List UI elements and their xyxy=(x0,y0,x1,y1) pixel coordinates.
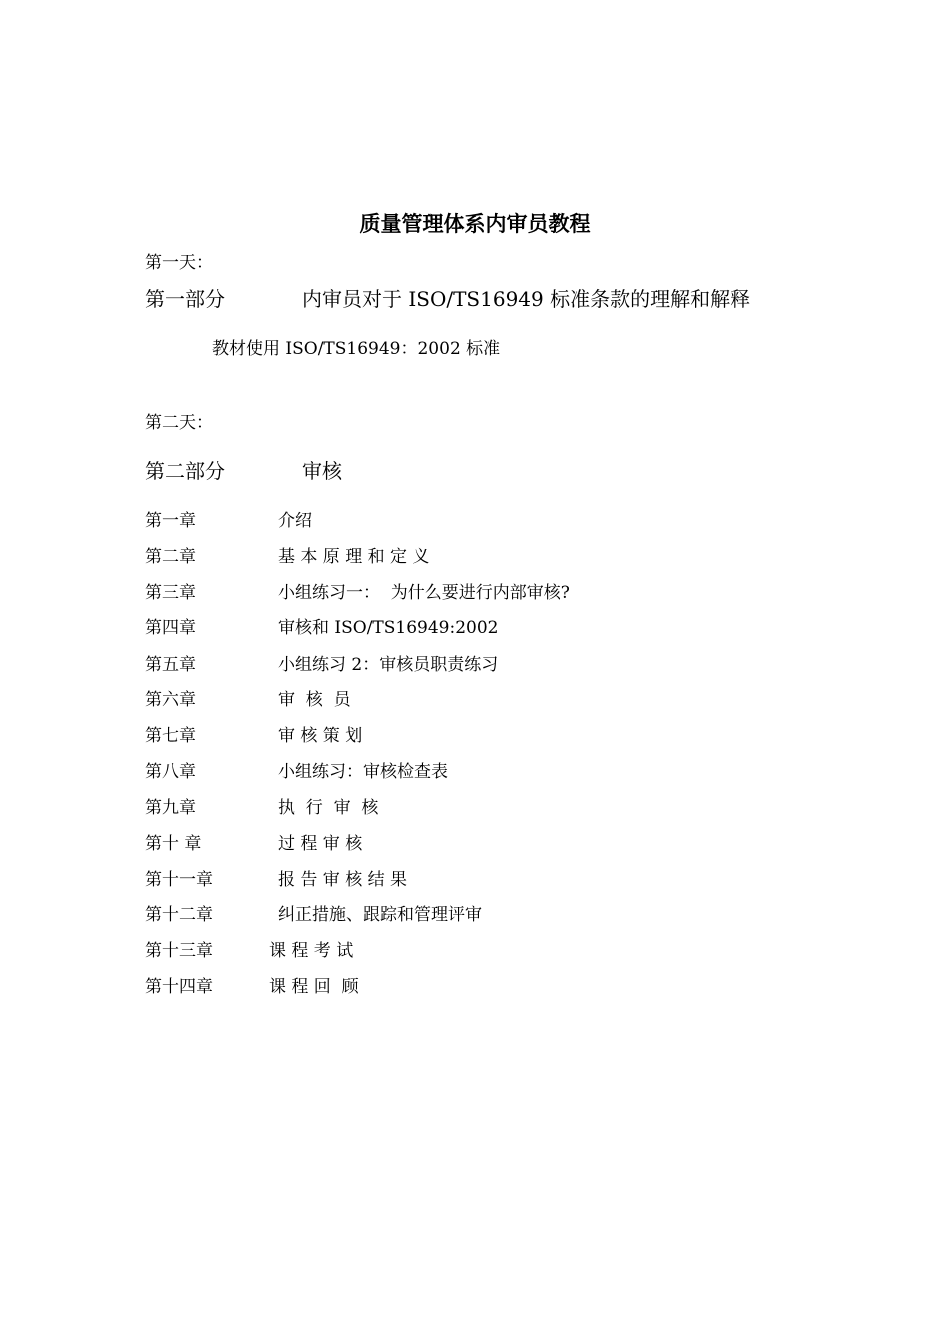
part1-material: 教材使用 ISO/TS16949：2002 标准 xyxy=(212,339,501,359)
chapter-number: 第十 章 xyxy=(145,834,202,854)
part2-label: 第二部分 xyxy=(145,459,225,483)
chapter-title: 审 核 员 xyxy=(278,690,351,710)
chapter-title: 基 本 原 理 和 定 义 xyxy=(278,547,430,567)
chapter-number: 第四章 xyxy=(145,618,196,638)
day1-label: 第一天： xyxy=(145,253,213,273)
part1-label: 第一部分 xyxy=(145,287,225,311)
chapter-number: 第十三章 xyxy=(145,941,213,961)
chapter-title: 小组练习一： 为什么要进行内部审核? xyxy=(278,583,570,603)
chapter-title: 课 程 回 顾 xyxy=(269,977,359,997)
part2-title: 审核 xyxy=(302,459,342,483)
chapter-number: 第九章 xyxy=(145,798,196,818)
chapter-number: 第三章 xyxy=(145,583,196,603)
document-title: 质量管理体系内审员教程 xyxy=(359,211,591,236)
chapter-number: 第二章 xyxy=(145,547,196,567)
chapter-title: 介绍 xyxy=(278,511,312,531)
chapter-title: 审 核 策 划 xyxy=(278,726,363,746)
chapter-title: 课 程 考 试 xyxy=(269,941,354,961)
chapter-title: 执 行 审 核 xyxy=(278,798,379,818)
chapter-number: 第八章 xyxy=(145,762,196,782)
part1-title: 内审员对于 ISO/TS16949 标准条款的理解和解释 xyxy=(302,287,751,311)
chapter-title: 小组练习：审核检查表 xyxy=(278,762,448,782)
chapter-number: 第六章 xyxy=(145,690,196,710)
chapter-number: 第一章 xyxy=(145,511,196,531)
chapter-title: 过 程 审 核 xyxy=(278,834,363,854)
chapter-number: 第十二章 xyxy=(145,905,213,925)
chapter-title: 报 告 审 核 结 果 xyxy=(278,870,408,890)
day2-label: 第二天： xyxy=(145,413,213,433)
chapter-number: 第十一章 xyxy=(145,870,213,890)
chapter-title: 审核和 ISO/TS16949:2002 xyxy=(278,618,499,638)
chapter-number: 第七章 xyxy=(145,726,196,746)
chapter-number: 第五章 xyxy=(145,655,196,675)
chapter-title: 小组练习 2：审核员职责练习 xyxy=(278,655,499,675)
chapter-number: 第十四章 xyxy=(145,977,213,997)
chapter-title: 纠正措施、跟踪和管理评审 xyxy=(278,905,482,925)
